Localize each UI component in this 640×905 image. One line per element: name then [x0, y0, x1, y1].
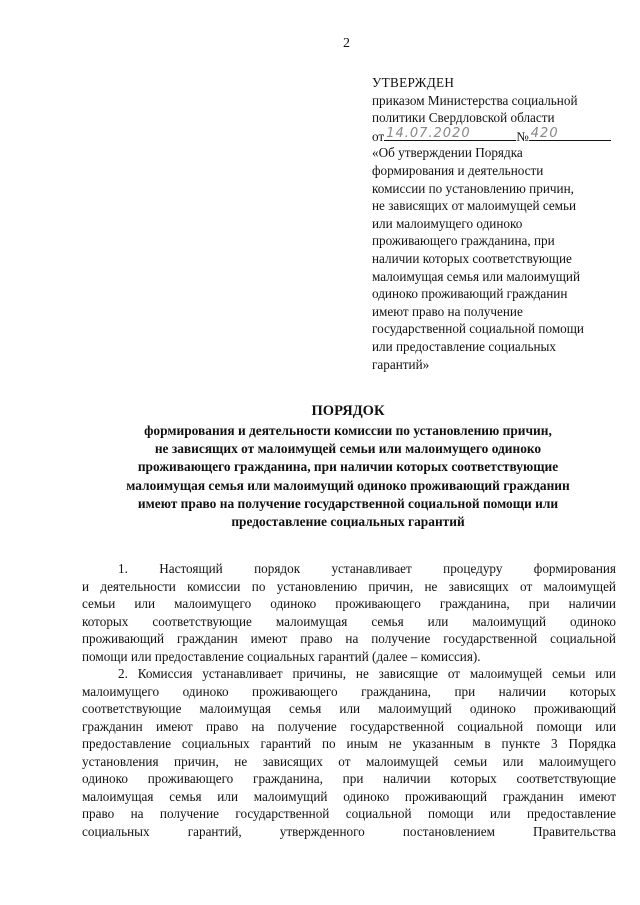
paragraph-line: предоставление социальных гарантий по иным не указанным в пункте 3 Порядка	[82, 736, 616, 751]
approval-heading: УТВЕРЖДЕН	[372, 75, 455, 90]
paragraph-line: и деятельности комиссии по установлению причин, не зависящих от малоимущей	[82, 578, 616, 594]
approval-subject-line: комиссии по установлению причин,	[372, 180, 574, 196]
number-prefix: №	[516, 128, 529, 144]
paragraph-line: одиноко проживающего гражданина, при наличии которых соответствующие	[82, 771, 616, 786]
paragraph-line: малоимущая семья или малоимущий одиноко проживающий гражданин имеют	[82, 788, 616, 804]
subtitle-line: проживающего гражданина, при наличии которых соответствующие	[137, 459, 559, 475]
paragraph	[82, 560, 616, 665]
approval-subject-line: или предоставление социальных	[372, 338, 556, 354]
subtitle-line: не зависящих от малоимущей семьи или малоимущего одиноко	[154, 441, 542, 457]
handwritten-number: 420	[530, 126, 559, 142]
paragraph-line: социальных гарантий, утвержденного постановлением Правительства	[82, 823, 616, 839]
subtitle-line: формирования и деятельности комиссии по установлению причин,	[144, 423, 552, 438]
paragraph	[82, 665, 616, 840]
approval-subject-line: «Об утверждении Порядка	[372, 145, 523, 161]
approval-line: политики Свердловской области	[372, 110, 555, 126]
approval-subject-line: или малоимущего одиноко	[372, 215, 523, 231]
paragraph-line: семьи или малоимущего одиноко проживающего гражданина, при наличии	[82, 596, 616, 611]
date-field	[384, 127, 516, 141]
document-title-block	[80, 402, 616, 531]
approval-subject-line: наличии которых соответствующие	[372, 250, 572, 266]
paragraph-line: 1. Настоящий порядок устанавливает процедуру формирования	[118, 561, 616, 576]
paragraph-line: 2. Комиссия устанавливает причины, не зависящие от малоимущей семьи или	[118, 666, 616, 681]
approval-line: приказом Министерства социальной	[372, 92, 578, 108]
approval-subject	[372, 144, 622, 373]
approval-subject-line: имеют право на получение	[372, 303, 523, 319]
approval-subject-line: государственной социальной помощи	[372, 321, 584, 337]
subtitle-line: малоимущая семья или малоимущий одиноко проживающий гражданин	[126, 477, 570, 493]
paragraph-line: гражданин имеют право на получение государственной социальной помощи или	[82, 718, 616, 734]
paragraph-line: установления причин, не зависящих от малоимущей семьи или малоимущего	[82, 753, 616, 769]
document-subtitle	[80, 422, 616, 531]
subtitle-line: имеют право на получение государственной социальной помощи или	[137, 495, 559, 511]
approval-subject-line: малоимущая семья или малоимущий	[372, 268, 581, 284]
paragraph-line: право на получение государственной социальной помощи или предоставление	[82, 806, 616, 821]
approval-subject-line: не зависящих от малоимущей семьи	[372, 198, 577, 214]
paragraph-line: помощи или предоставление социальных гарантий (далее – комиссия).	[82, 648, 481, 664]
approval-subject-line: проживающего гражданина, при	[372, 233, 555, 249]
subtitle-line: предоставление социальных гарантий	[231, 514, 465, 530]
paragraph-line: проживающий гражданин имеют право на получение государственной социальной	[82, 631, 616, 646]
paragraph-line: соответствующие малоимущая семья или малоимущий одиноко проживающий	[82, 701, 616, 716]
document-body	[82, 560, 616, 840]
number-field	[529, 127, 611, 141]
approval-subject-line: одиноко проживающий гражданин	[372, 286, 568, 302]
approval-block	[372, 74, 622, 373]
approval-date-line	[372, 127, 622, 145]
approval-subject-line: формирования и деятельности	[372, 162, 544, 178]
approval-subject-line: гарантий»	[372, 356, 430, 372]
page-number: 2	[343, 36, 350, 51]
document-title: ПОРЯДОК	[311, 403, 385, 419]
handwritten-date: 14.07.2020	[386, 126, 471, 142]
date-prefix: от	[372, 128, 385, 144]
paragraph-line: малоимущего одиноко проживающего гражданина, при наличии которых	[82, 683, 616, 699]
paragraph-line: которых соответствующие малоимущая семья или малоимущий одиноко	[82, 613, 616, 629]
